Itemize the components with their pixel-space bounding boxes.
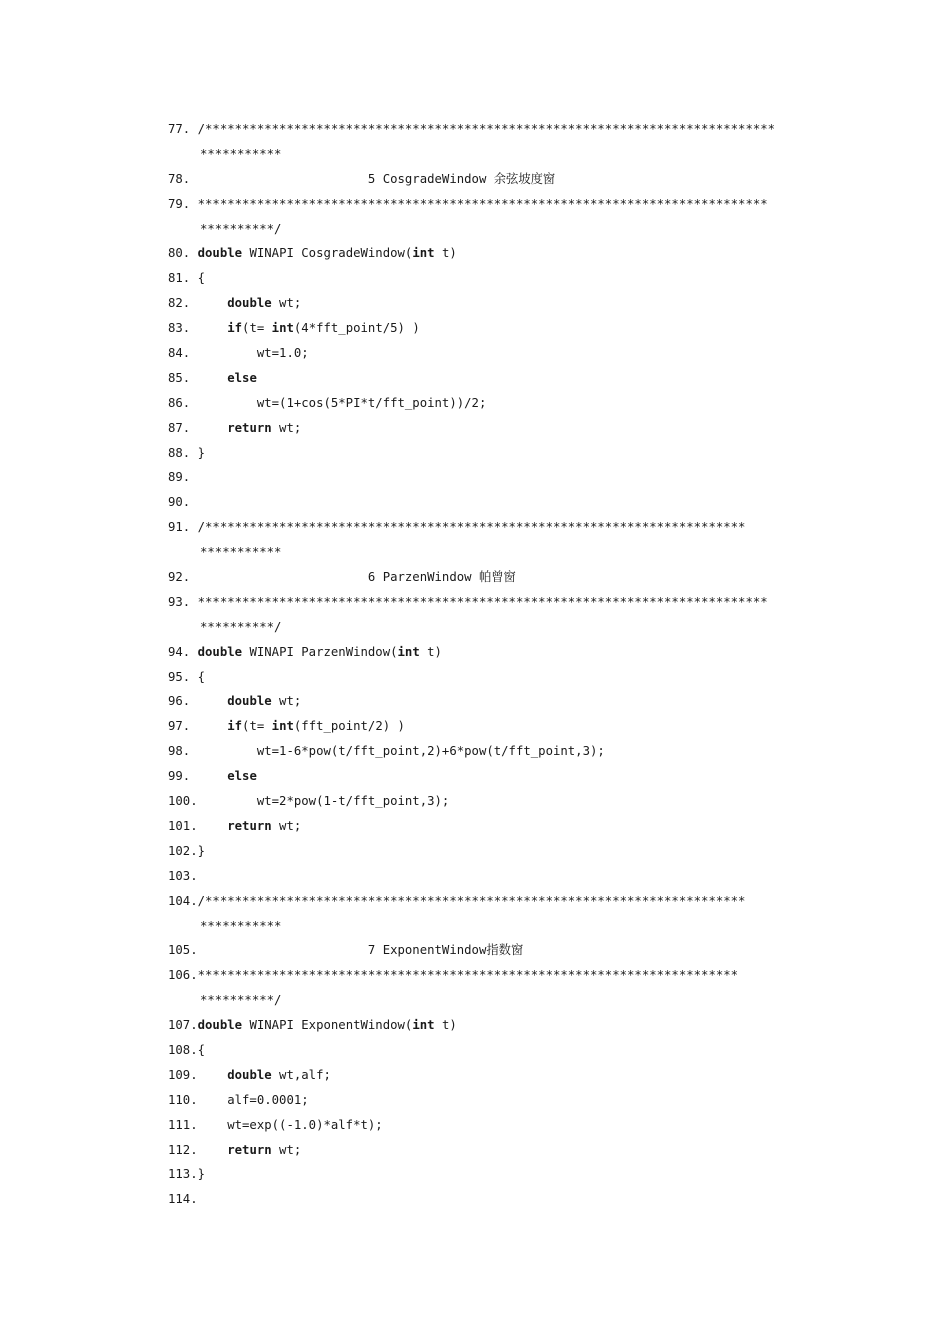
code-text: **********/ xyxy=(200,993,282,1008)
code-keyword: double xyxy=(197,246,243,261)
code-line xyxy=(168,192,858,217)
code-line xyxy=(168,739,858,764)
code-text: 97. xyxy=(168,719,228,734)
code-line-continuation xyxy=(168,988,858,1013)
code-keyword: int xyxy=(412,246,435,261)
code-text: 111. wt=exp((-1.0)*alf*t); xyxy=(168,1117,383,1132)
code-text: *********** xyxy=(200,146,282,161)
code-text: 83. xyxy=(168,321,228,336)
code-text: 105. 7 ExponentWindow指数窗 xyxy=(168,943,524,958)
code-text: 106.************************************************************************* xyxy=(168,968,739,983)
code-keyword: if xyxy=(227,321,243,336)
code-text: 110. alf=0.0001; xyxy=(168,1092,309,1107)
code-line xyxy=(168,1113,858,1138)
code-text: 102.} xyxy=(168,843,206,858)
code-text: 80. xyxy=(168,246,198,261)
code-text: 92. 6 ParzenWindow 帕曾窗 xyxy=(168,570,516,585)
code-keyword: int xyxy=(412,1018,435,1033)
code-text: 90. xyxy=(168,495,191,510)
code-line-continuation xyxy=(168,540,858,565)
code-text: 103. xyxy=(168,868,198,883)
code-text: 78. 5 CosgradeWindow 余弦坡度窗 xyxy=(168,171,556,186)
code-text: (t= xyxy=(242,719,272,734)
code-line xyxy=(168,465,858,490)
code-keyword: return xyxy=(227,818,272,833)
code-text: 99. xyxy=(168,769,228,784)
code-text: 98. wt=1-6*pow(t/fft_point,2)+6*pow(t/fft_point,3); xyxy=(168,744,605,759)
code-line xyxy=(168,1088,858,1113)
code-text: 95. { xyxy=(168,669,206,684)
code-line xyxy=(168,1063,858,1088)
code-line xyxy=(168,1162,858,1187)
code-text: (t= xyxy=(242,321,272,336)
code-text: 104./************************************************************************* xyxy=(168,893,746,908)
code-line xyxy=(168,515,858,540)
code-line xyxy=(168,590,858,615)
code-text: 94. xyxy=(168,644,198,659)
code-text: *********** xyxy=(200,918,282,933)
code-text: t) xyxy=(434,246,457,261)
code-line xyxy=(168,814,858,839)
code-keyword: double xyxy=(227,694,272,709)
code-text: 112. xyxy=(168,1142,228,1157)
code-text: 100. wt=2*pow(1-t/fft_point,3); xyxy=(168,794,450,809)
code-keyword: else xyxy=(227,370,257,385)
code-line xyxy=(168,366,858,391)
code-line xyxy=(168,1138,858,1163)
code-text: 109. xyxy=(168,1067,228,1082)
code-text: t) xyxy=(419,644,442,659)
code-line xyxy=(168,1187,858,1212)
code-keyword: int xyxy=(271,321,294,336)
code-text: 114. xyxy=(168,1192,198,1207)
code-text: 113.} xyxy=(168,1167,206,1182)
code-text: *********** xyxy=(200,545,282,560)
code-line xyxy=(168,839,858,864)
code-text: (fft_point/2) ) xyxy=(293,719,405,734)
code-line xyxy=(168,789,858,814)
code-line xyxy=(168,889,858,914)
code-keyword: int xyxy=(271,719,294,734)
code-text: 93. ***************************************************************************** xyxy=(168,594,768,609)
code-line xyxy=(168,490,858,515)
code-text: WINAPI CosgradeWindow( xyxy=(242,246,413,261)
code-line xyxy=(168,689,858,714)
code-line xyxy=(168,864,858,889)
code-keyword: return xyxy=(227,420,272,435)
code-keyword: double xyxy=(197,644,243,659)
code-text: **********/ xyxy=(200,221,282,236)
code-text: **********/ xyxy=(200,619,282,634)
code-line xyxy=(168,963,858,988)
code-text: 91. /************************************************************************* xyxy=(168,520,746,535)
code-line xyxy=(168,565,858,590)
code-keyword: int xyxy=(397,644,420,659)
code-line-continuation xyxy=(168,914,858,939)
code-text: 101. xyxy=(168,818,228,833)
code-keyword: double xyxy=(227,1067,272,1082)
code-text: 87. xyxy=(168,420,228,435)
code-keyword: double xyxy=(197,1018,243,1033)
code-text: 79. ***************************************************************************** xyxy=(168,196,768,211)
code-keyword: else xyxy=(227,769,257,784)
code-text: WINAPI ExponentWindow( xyxy=(242,1018,413,1033)
code-keyword: double xyxy=(227,296,272,311)
code-line xyxy=(168,441,858,466)
code-text: wt; xyxy=(271,818,302,833)
code-line-continuation xyxy=(168,142,858,167)
code-line xyxy=(168,1038,858,1063)
code-line xyxy=(168,764,858,789)
code-line xyxy=(168,266,858,291)
code-text: 85. xyxy=(168,370,228,385)
code-line xyxy=(168,938,858,963)
code-line-continuation xyxy=(168,217,858,242)
code-text: 82. xyxy=(168,296,228,311)
code-line xyxy=(168,1013,858,1038)
code-text: 81. { xyxy=(168,271,206,286)
code-line xyxy=(168,316,858,341)
code-text: wt; xyxy=(271,296,302,311)
code-keyword: return xyxy=(227,1142,272,1157)
code-text: 108.{ xyxy=(168,1042,206,1057)
code-line xyxy=(168,167,858,192)
code-text: wt; xyxy=(271,420,302,435)
code-text: 77. /***************************************************************************** xyxy=(168,122,776,136)
code-text: 89. xyxy=(168,470,191,485)
code-listing xyxy=(168,117,858,1212)
code-line xyxy=(168,665,858,690)
code-keyword: if xyxy=(227,719,243,734)
code-text: 96. xyxy=(168,694,228,709)
code-line xyxy=(168,714,858,739)
code-line xyxy=(168,117,858,142)
code-text: wt,alf; xyxy=(271,1067,331,1082)
code-text: (4*fft_point/5) ) xyxy=(293,321,420,336)
code-text: wt; xyxy=(271,1142,302,1157)
code-line xyxy=(168,391,858,416)
code-text: WINAPI ParzenWindow( xyxy=(242,644,398,659)
code-text: t) xyxy=(434,1018,457,1033)
code-line xyxy=(168,341,858,366)
code-line xyxy=(168,291,858,316)
code-line xyxy=(168,640,858,665)
code-text: 84. wt=1.0; xyxy=(168,346,309,361)
code-text: 86. wt=(1+cos(5*PI*t/fft_point))/2; xyxy=(168,395,487,410)
code-text: 107. xyxy=(168,1018,198,1033)
code-line xyxy=(168,241,858,266)
code-line-continuation xyxy=(168,615,858,640)
code-text: 88. } xyxy=(168,445,206,460)
code-text: wt; xyxy=(271,694,302,709)
code-line xyxy=(168,416,858,441)
